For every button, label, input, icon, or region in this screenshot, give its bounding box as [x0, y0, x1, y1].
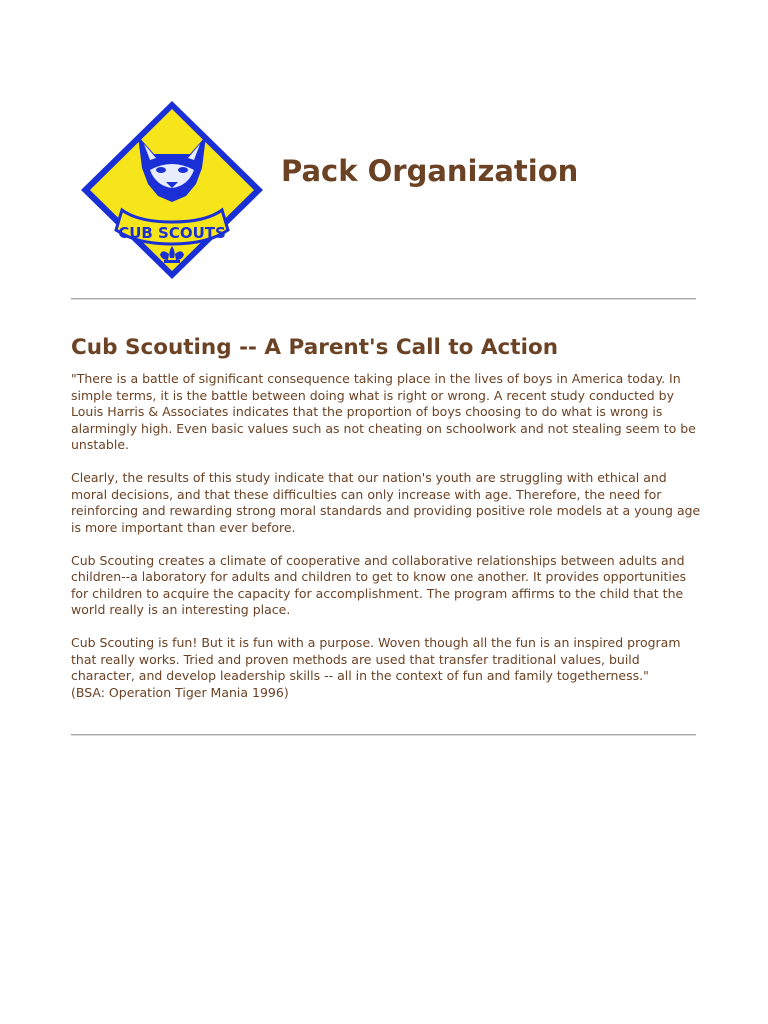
bottom-divider: [71, 734, 696, 736]
top-divider: [71, 298, 696, 300]
page-title: Pack Organization: [281, 154, 579, 188]
article-title: Cub Scouting -- A Parent's Call to Action: [71, 335, 559, 360]
paragraph-1: "There is a battle of significant consequence taking place in the lives of boys in America today. In simple terms, it is the battle between doing what is right or wrong. A recent study conducted by Louis Harris & Associates indicates that the proportion of boys choosing to do what is wrong is alarmingly high. Even basic values such as not cheating on schoolwork and not stealing seem to be unstable.: [71, 371, 696, 452]
citation: (BSA: Operation Tiger Mania 1996): [71, 684, 289, 700]
paragraph-4: [71, 635, 701, 701]
banner-text: CUB SCOUTS: [118, 224, 226, 242]
paragraph-3: Cub Scouting creates a climate of cooperative and collaborative relationships between adults and children--a laboratory for adults and children to get to know one another. It provides opportunities for children to acquire the capacity for accomplishment. The program affirms to the child that the world really is an interesting place.: [71, 552, 687, 617]
cub-scouts-emblem-icon: [78, 98, 266, 282]
cub-scouts-logo: [78, 98, 266, 282]
article-body: [71, 371, 701, 718]
paragraph-2: Clearly, the results of this study indicate that our nation's youth are struggling with ethical and moral decisions, and that these difficulties can only increase with age. Therefore, the need for reinforcing and rewarding strong moral standards and providing positive role models at a young age is more important than ever before.: [71, 470, 701, 535]
paragraph-4-text: Cub Scouting is fun! But it is fun with a purpose. Woven though all the fun is an inspired program that really works. Tried and proven methods are used that transfer traditional values, build character, and develop leadership skills -- all in the context of fun and family togetherness.": [71, 635, 681, 683]
